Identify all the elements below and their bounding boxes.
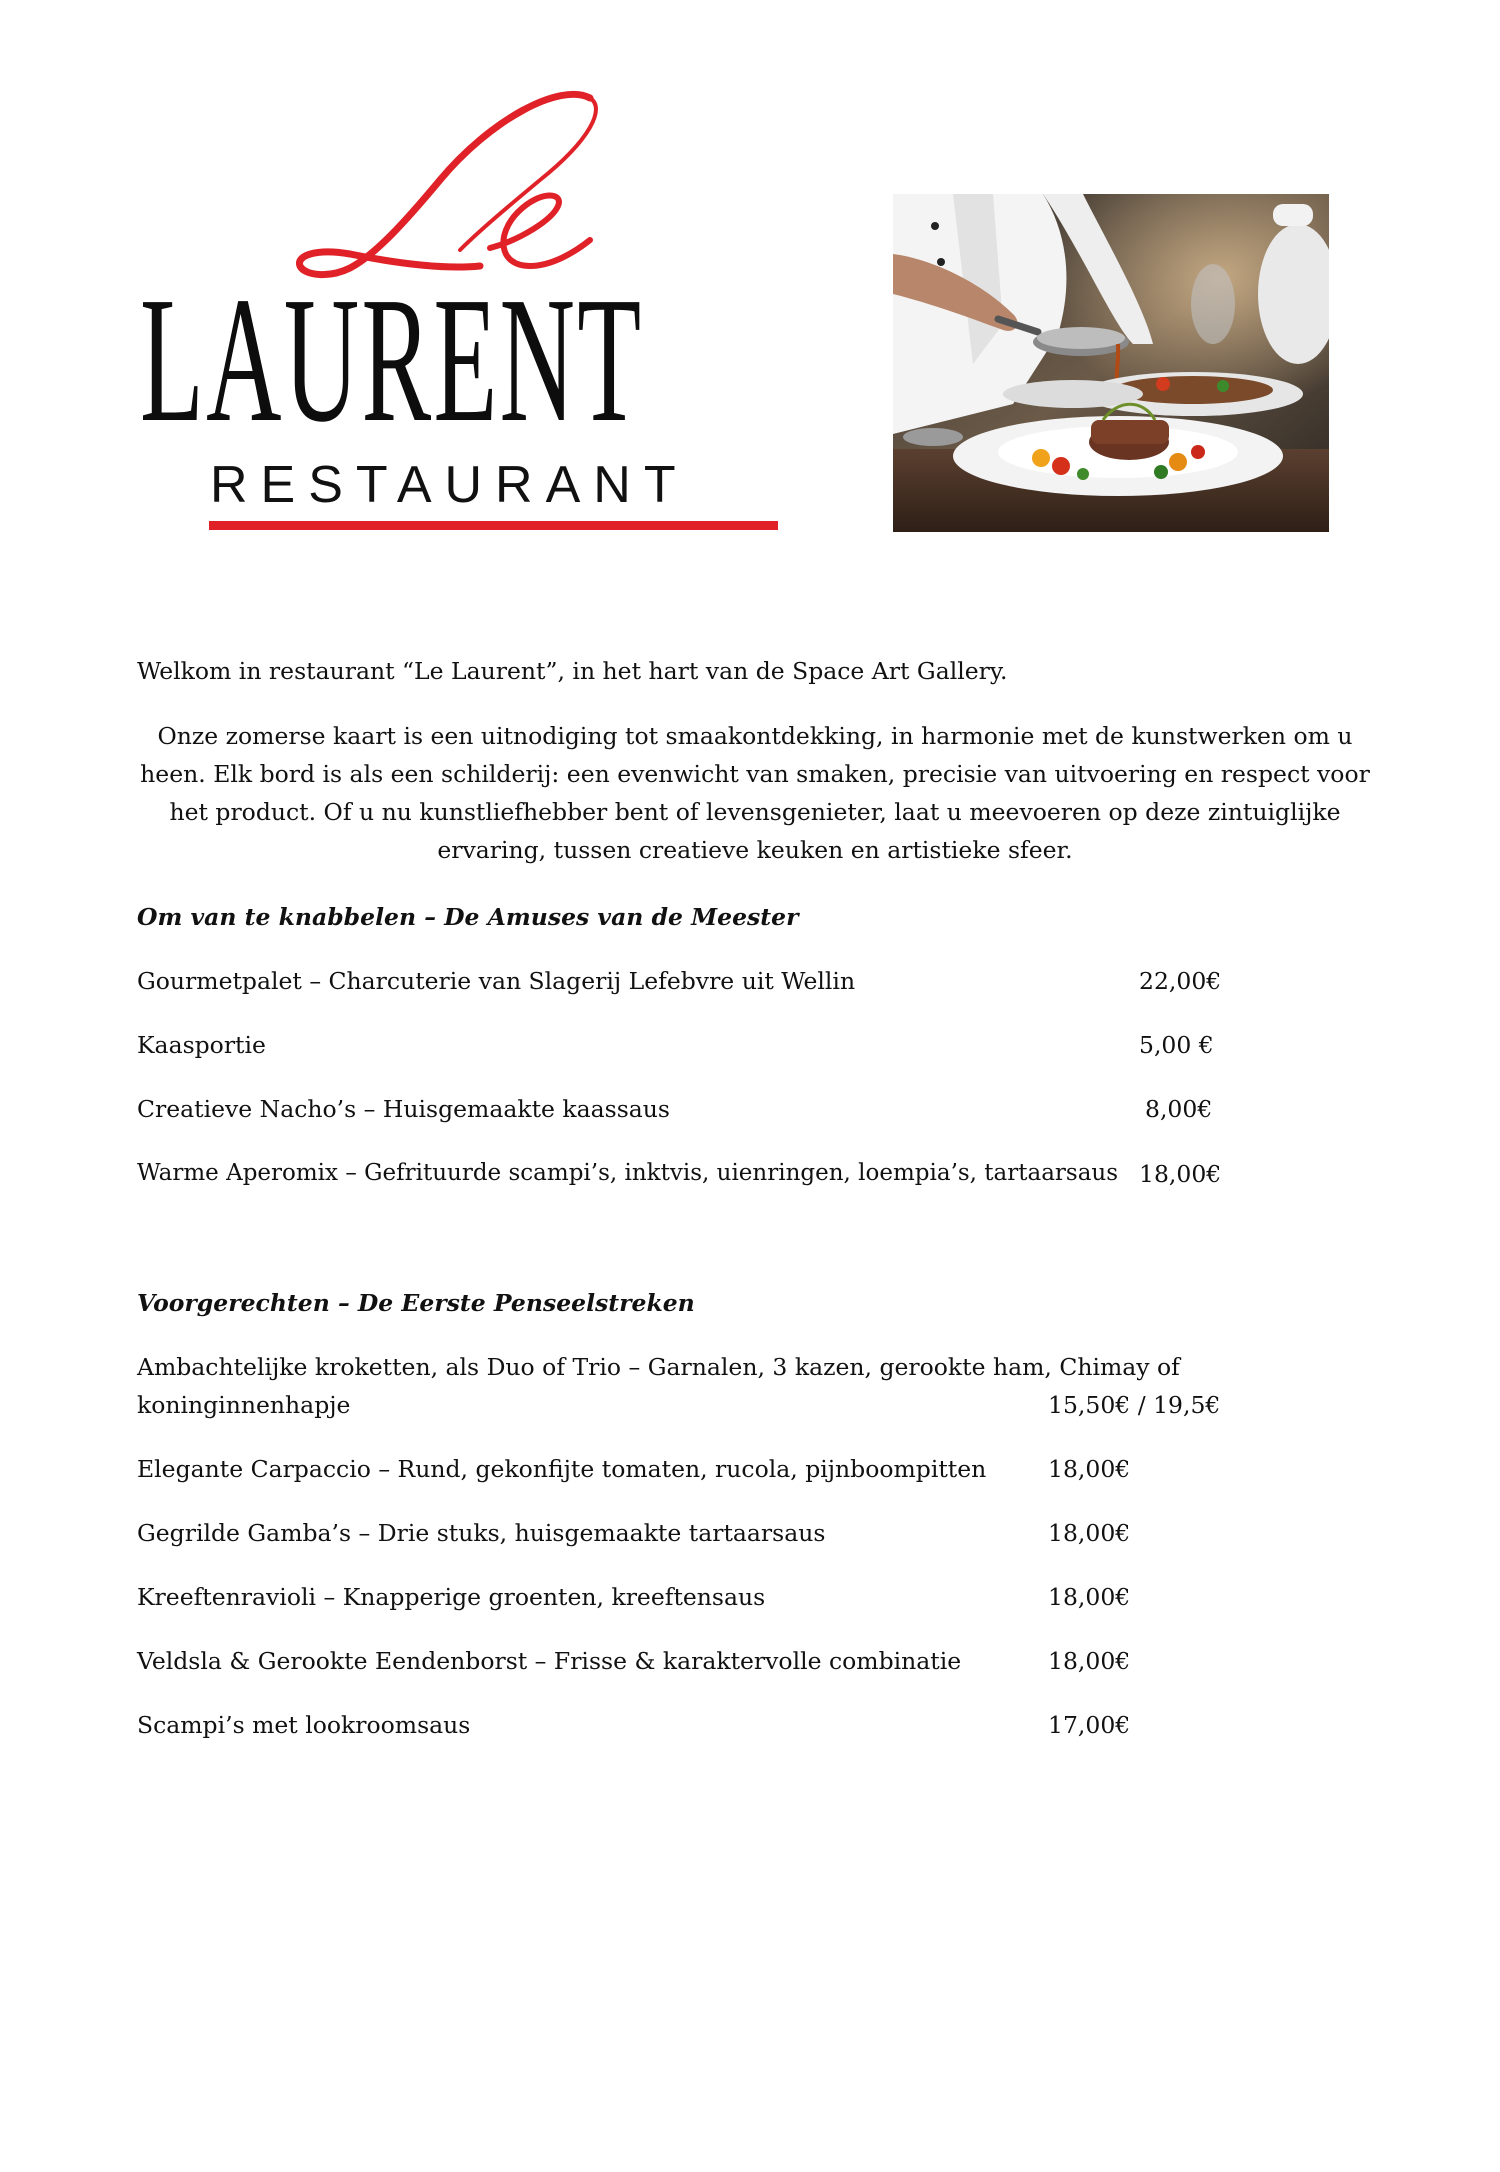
menu-item-name: Scampi’s met lookroomsaus: [137, 1711, 471, 1739]
paragraph-line: heen. Elk bord is als een schilderij: een evenwicht van smaken, precisie van uitvoering en respect voor: [140, 760, 1370, 788]
menu-item-name: Kreeftenravioli – Knapperige groenten, kreeftensaus: [137, 1583, 766, 1611]
section-title-voorgerechten: Voorgerechten – De Eerste Penseelstreken: [137, 1289, 695, 1317]
intro-paragraph: [140, 717, 1370, 869]
menu-item-price: 22,00€: [1139, 967, 1222, 995]
menu-item-name: Gegrilde Gamba’s – Drie stuks, huisgemaakte tartaarsaus: [137, 1519, 826, 1547]
menu-item-name: Creatieve Nacho’s – Huisgemaakte kaassaus: [137, 1095, 670, 1123]
menu-item-price: 18,00€: [1048, 1519, 1131, 1547]
menu-item-name: Gourmetpalet – Charcuterie van Slagerij Lefebvre uit Wellin: [137, 967, 856, 995]
logo-name: LAURENT: [140, 260, 644, 459]
section-title-amuses: Om van te knabbelen – De Amuses van de Meester: [137, 903, 799, 931]
menu-item-price: 8,00€: [1145, 1095, 1213, 1123]
menu-item-name-continued: koninginnenhapje: [137, 1391, 351, 1419]
menu-item-name: Ambachtelijke kroketten, als Duo of Trio – Garnalen, 3 kazen, gerookte ham, Chimay of: [137, 1353, 1180, 1381]
menu-item-price: 5,00 €: [1139, 1031, 1214, 1059]
paragraph-line: ervaring, tussen creatieve keuken en artistieke sfeer.: [437, 836, 1073, 864]
menu-item-price: 18,00€: [1139, 1160, 1222, 1188]
logo-underline: [209, 521, 778, 530]
restaurant-logo: [140, 90, 780, 540]
logo-subtitle: RESTAURANT: [210, 456, 689, 514]
menu-item-price: 18,00€: [1048, 1455, 1131, 1483]
chef-plating-photo: [893, 194, 1329, 532]
chef-plating-icon: [893, 194, 1329, 532]
menu-item-name: Warme Aperomix – Gefrituurde scampi’s, inktvis, uienringen, loempia’s, tartaarsaus: [137, 1160, 1119, 1186]
menu-item-price: 15,50€ / 19,5€: [1048, 1391, 1221, 1419]
menu-item-name: Veldsla & Gerookte Eendenborst – Frisse & karaktervolle combinatie: [137, 1647, 962, 1675]
paragraph-line: het product. Of u nu kunstliefhebber bent of levensgenieter, laat u meevoeren op deze zintuiglijke: [169, 798, 1341, 826]
menu-item-price: 18,00€: [1048, 1583, 1131, 1611]
paragraph-line: Onze zomerse kaart is een uitnodiging tot smaakontdekking, in harmonie met de kunstwerken om u: [157, 722, 1353, 750]
menu-item-name: Kaasportie: [137, 1031, 266, 1059]
menu-item-name: Elegante Carpaccio – Rund, gekonfijte tomaten, rucola, pijnboompitten: [137, 1455, 987, 1483]
menu-item-price: 18,00€: [1048, 1647, 1131, 1675]
menu-item-price: 17,00€: [1048, 1711, 1131, 1739]
intro-text: Welkom in restaurant “Le Laurent”, in het hart van de Space Art Gallery.: [137, 657, 1008, 685]
